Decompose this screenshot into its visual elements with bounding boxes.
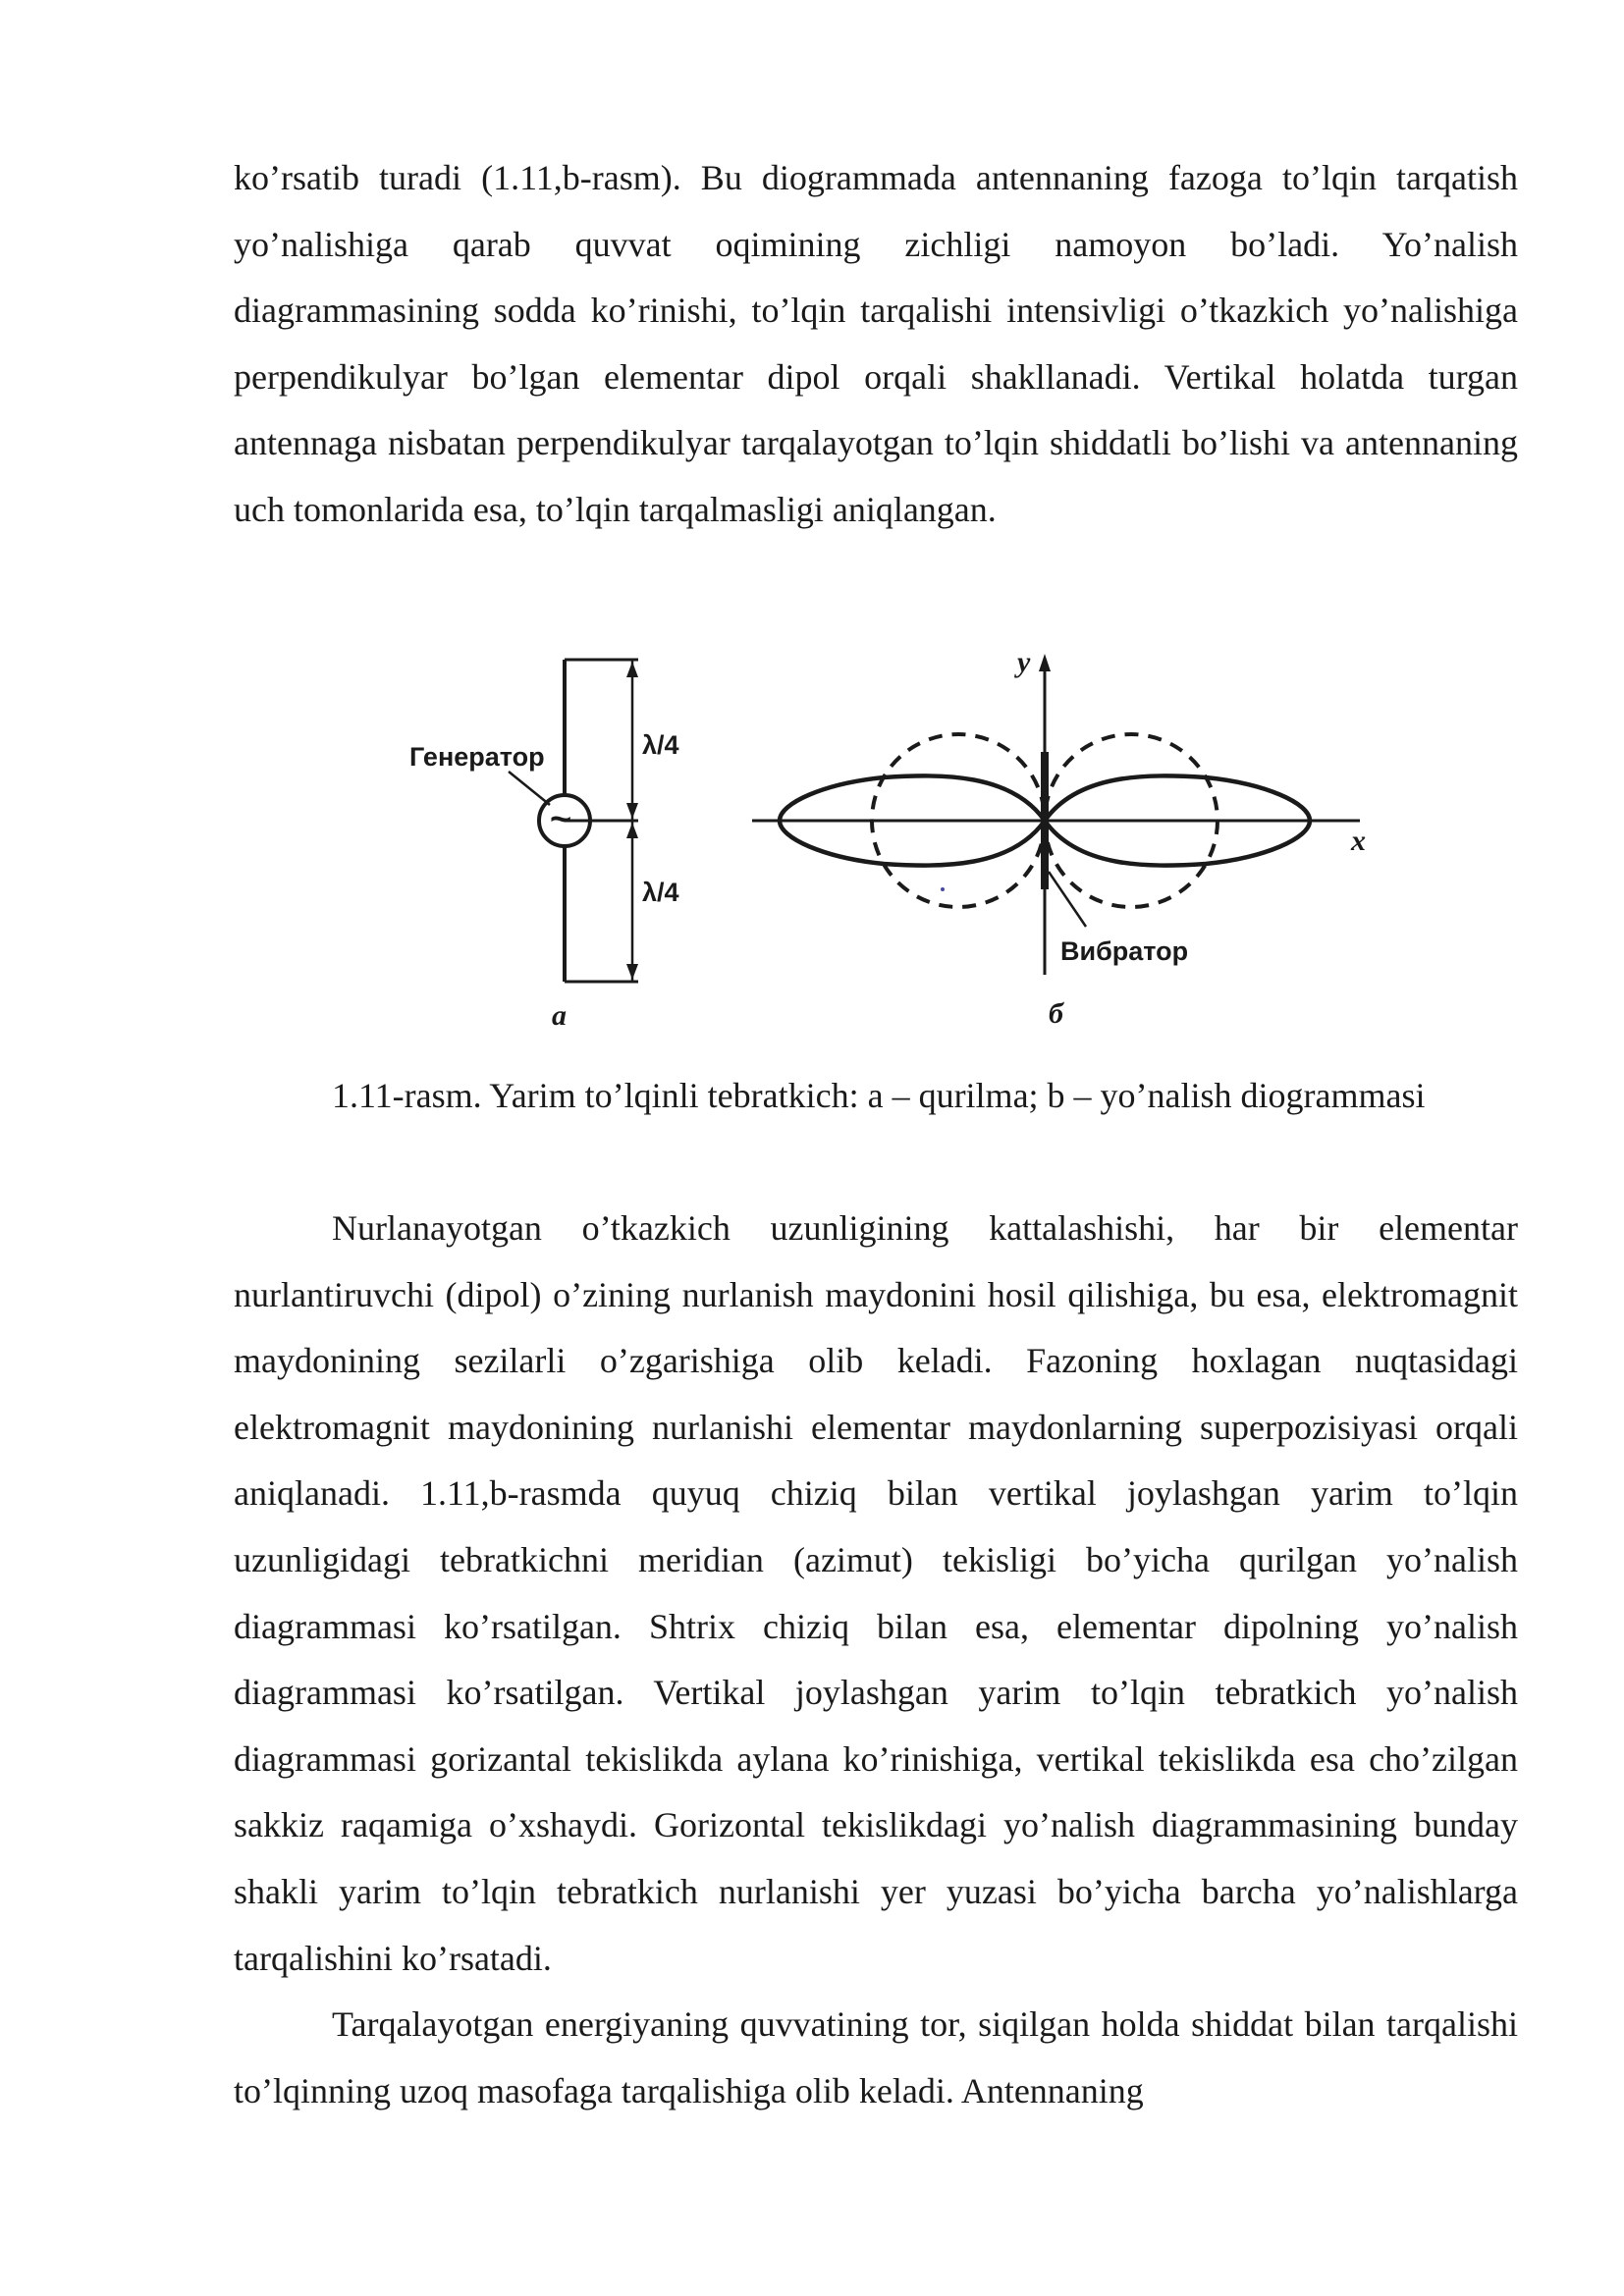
lambda-top-label: λ/4 xyxy=(642,730,679,760)
figure-caption xyxy=(234,1063,1518,1130)
paragraph-middle xyxy=(234,1196,1518,2124)
lambda-bottom-label: λ/4 xyxy=(642,878,679,907)
figure-drawing xyxy=(393,636,1394,1039)
generator-label: Генератор xyxy=(409,742,545,772)
paragraph-middle-text: Nurlanayotgan o’tkazkich uzunligining kattalashishi, har bir elementar nurlantiruvchi (dipol) o’zining nurlanish maydonini hosil qilishiga, bu esa, elektromagnit maydonining sezilarli o’zgarishiga olib keladi. Fazoning hoxlagan nuqtasidagi elektromagnit maydonining nurlanishi elementar maydonlarning superpozisiyasi orqali aniqlanadi. 1.11,b-rasmda quyuq chiziq bilan vertikal joylashgan yarim to’lqin uzunligidagi tebratkichni meridian (azimut) tekisligi bo’yicha qurilgan yo’nalish diagrammasi ko’rsatilgan. Shtrix chiziq bilan esa, elementar dipolning yo’nalish diagrammasi ko’rsatilgan. Vertikal joylashgan yarim to’lqin tebratkich yo’nalish diagrammasi gorizantal tekislikda aylana ko’rinishiga, vertikal tekislikda esa cho’zilgan sakkiz raqamiga o’xshaydi. Gorizontal tekislikdagi yo’nalish diagrammasining bunday shakli yarim to’lqin tebratkich nurlanishi yer yuzasi bo’yicha barcha yo’nalishlarga tarqalishini ko’rsatadi. xyxy=(234,1208,1518,1978)
paragraph-bottom-text: Tarqalayotgan energiyaning quvvatining tor, siqilgan holda shiddat bilan tarqalishi to’lqinning uzoq masofaga tarqalishiga olib keladi. Antennaning xyxy=(234,2004,1518,2110)
figure-caption-text: 1.11-rasm. Yarim to’lqinli tebratkich: a – qurilma; b – yo’nalish diogrammasi xyxy=(332,1076,1426,1115)
generator-leader-line xyxy=(509,772,550,805)
paragraph-top xyxy=(234,145,1518,544)
stray-dot xyxy=(941,887,945,891)
pattern-diagram xyxy=(752,654,1360,975)
dipole-device xyxy=(509,660,638,982)
paragraph-top-text: ko’rsatib turadi (1.11,b-rasm). Bu diogrammada antennaning fazoga to’lqin tarqatish yo’nalishiga qarab quvvat oqimining zichligi namoyon bo’ladi. Yo’nalish diagrammasining sodda ko’rinishi, to’lqin tarqalishi intensivligi o’tkazkich yo’nalishiga perpendikulyar bo’lgan elementar dipol orqali shakllanadi. Vertikal holatda turgan antennaga nisbatan perpendikulyar tarqalayotgan to’lqin shiddatli bo’lishi va antennaning uch tomonlarida esa, to’lqin tarqalmasligi aniqlangan. xyxy=(234,158,1518,529)
vibrator-leader-line xyxy=(1049,872,1086,927)
figure-1-11 xyxy=(393,636,1394,1039)
axis-x-label: x xyxy=(1351,825,1366,857)
generator-symbol: ~ xyxy=(550,799,572,840)
sublabel-b: б xyxy=(1049,997,1063,1030)
vibrator-label: Вибратор xyxy=(1060,936,1189,966)
axis-y-label: y xyxy=(1017,646,1031,678)
sublabel-a: a xyxy=(552,999,567,1032)
y-axis-arrow xyxy=(1039,654,1051,671)
